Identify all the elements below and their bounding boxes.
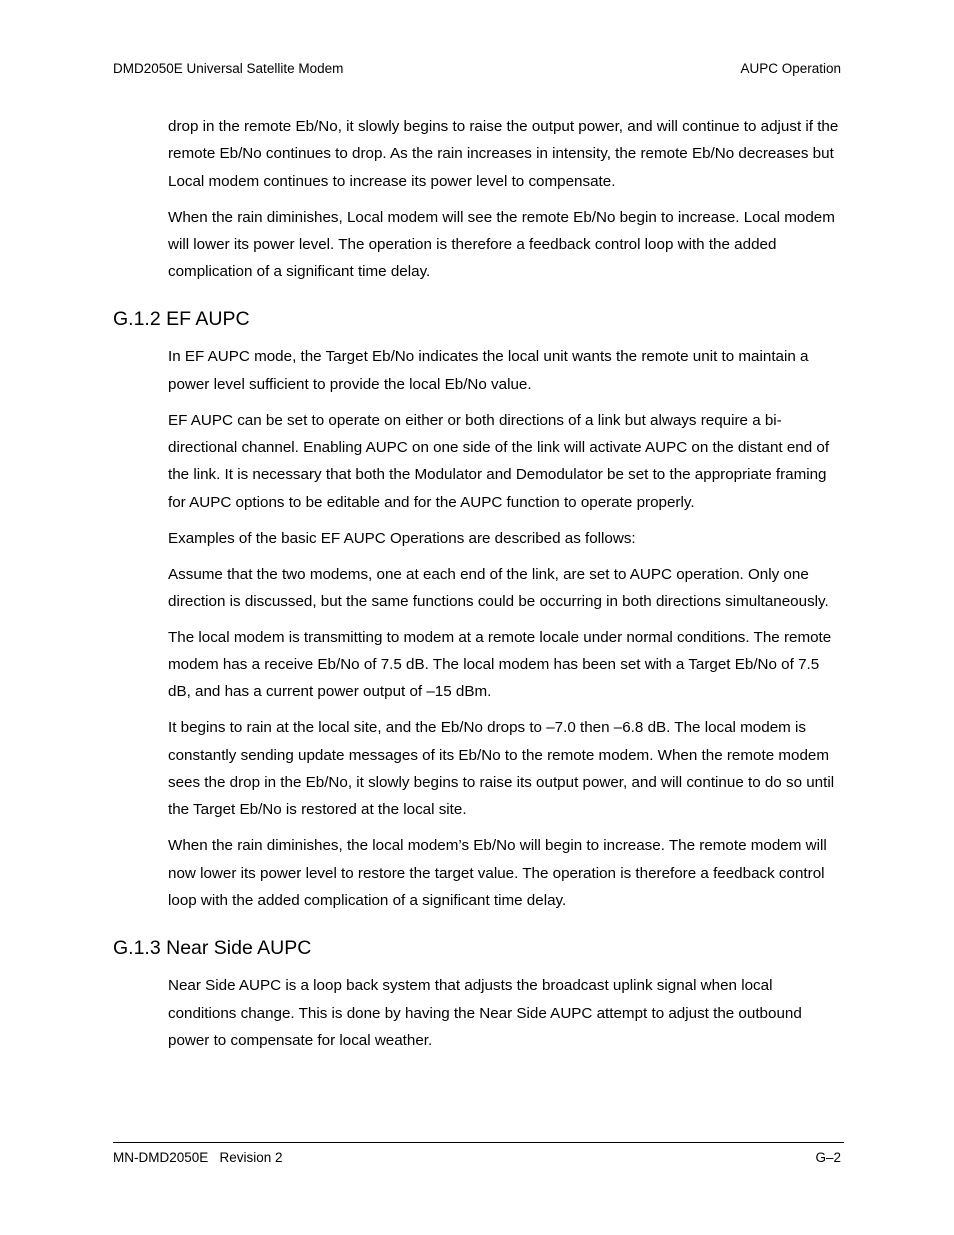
footer-divider [113,1142,844,1143]
section-heading-ef-aupc: G.1.2 EF AUPC [113,308,250,331]
body-paragraph: When the rain diminishes, Local modem will see the remote Eb/No begin to increase. Local modem will lower its power level. The operation is therefore a feedback control loop with the added complication of a significant time delay. [168,208,835,281]
running-header-title: DMD2050E Universal Satellite Modem [113,61,344,76]
body-paragraph: When the rain diminishes, the local modem’s Eb/No will begin to increase. The remote modem will now lower its power level to restore the target value. The operation is therefore a feedback control loop with the added complication of a significant time delay. [168,837,827,909]
page-number: G–2 [815,1150,841,1165]
running-header-section: AUPC Operation [740,61,841,76]
page-body [0,113,954,1063]
body-paragraph: Assume that the two modems, one at each end of the link, are set to AUPC operation. Only one direction is discussed, but the same functions could be occurring in both directions simultaneously. [168,565,829,610]
footer-document-id: MN-DMD2050E Revision 2 [113,1150,283,1165]
body-paragraph: drop in the remote Eb/No, it slowly begins to raise the output power, and will continue to adjust if the remote Eb/No continues to drop. As the rain increases in intensity, the remote Eb/No decreases but Local modem continues to increase its power level to compensate. [168,118,839,190]
body-paragraph: EF AUPC can be set to operate on either or both directions of a link but always require a bi-directional channel. Enabling AUPC on one side of the link will activate AUPC on the distant end of the link. It is necessary that both the Modulator and Demodulator be set to the appropriate framing for AUPC options to be editable and for the AUPC function to operate properly. [168,411,830,511]
body-paragraph: Near Side AUPC is a loop back system that adjusts the broadcast uplink signal when local conditions change. This is done by having the Near Side AUPC attempt to adjust the outbound power to compensate for local weather. [168,977,802,1049]
body-paragraph: In EF AUPC mode, the Target Eb/No indicates the local unit wants the remote unit to maintain a power level sufficient to provide the local Eb/No value. [168,348,809,393]
section-heading-near-side-aupc: G.1.3 Near Side AUPC [113,937,312,960]
body-paragraph: Examples of the basic EF AUPC Operations are described as follows: [168,529,636,547]
body-paragraph: The local modem is transmitting to modem at a remote locale under normal conditions. The remote modem has a receive Eb/No of 7.5 dB. The local modem has been set with a Target Eb/No of 7.5 dB, and has a current power output of –15 dBm. [168,628,832,701]
body-paragraph: It begins to rain at the local site, and the Eb/No drops to –7.0 then –6.8 dB. The local modem is constantly sending update messages of its Eb/No to the remote modem. When the remote modem sees the drop in the Eb/No, it slowly begins to raise its output power, and will continue to do so until the Target Eb/No is restored at the local site. [168,719,835,819]
